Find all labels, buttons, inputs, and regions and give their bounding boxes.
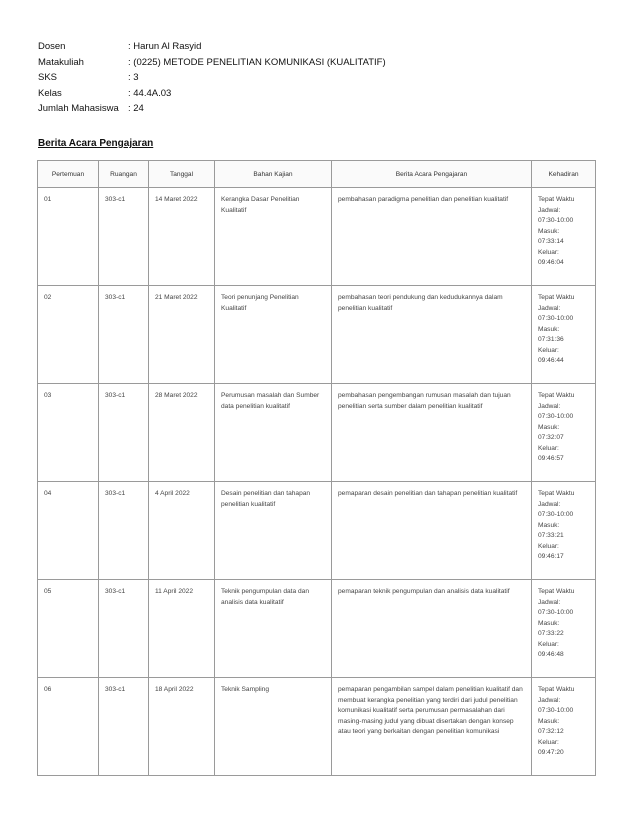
table-row [38,678,596,776]
kehadiran-status: Tepat Waktu [538,588,575,595]
kehadiran-jadwal-label: Jadwal: [538,304,561,312]
kehadiran-masuk: 07:33:22 [538,630,564,637]
info-value: : 3 [128,72,139,84]
cell-kehadiran [532,580,596,678]
cell-ruangan: 303-c1 [99,580,149,678]
info-label: Dosen [38,41,66,52]
cell-pertemuan: 06 [38,678,99,776]
kehadiran-keluar: 09:46:57 [538,455,564,462]
cell-pertemuan: 01 [38,188,99,286]
info-label: Jumlah Mahasiswa [38,103,119,115]
cell-bahan-kajian: Kerangka Dasar Penelitian Kualitatif [215,188,332,286]
info-label: Matakuliah [38,56,84,68]
kehadiran-jadwal: 07:30-10:00 [538,609,574,616]
cell-kehadiran [532,482,596,580]
kehadiran-masuk-label: Masuk: [538,227,560,235]
cell-bahan-kajian: Teori penunjang Penelitian Kualitatif [215,286,332,384]
table-row [38,580,596,678]
cell-ruangan: 303-c1 [99,384,149,482]
cell-berita-acara: pemaparan pengambilan sampel dalam penelitian kualitatif dan membuat kerangka penelitian yang terdiri dari judul penelitian komunikasi kualitatif serta perumusan permasalahan dari masing-masing judul yang dibuat disertakan dengan konsep atau teori yang berkaitan dengan penelitian komunikasi [332,678,532,776]
column-header-ruangan: Ruangan [99,161,149,188]
table-header-row [38,161,596,188]
kehadiran-masuk-label: Masuk: [538,619,560,627]
info-row-sks [38,70,386,86]
cell-tanggal: 4 April 2022 [149,482,215,580]
info-row-matakuliah [38,55,386,71]
cell-tanggal: 28 Maret 2022 [149,384,215,482]
kehadiran-masuk: 07:32:07 [538,434,564,441]
kehadiran-masuk-label: Masuk: [538,717,560,725]
cell-berita-acara: pemaparan desain penelitian dan tahapan penelitian kualitatif [332,482,532,580]
cell-bahan-kajian: Perumusan masalah dan Sumber data penelitian kualitatif [215,384,332,482]
section-title: Berita Acara Pengajaran [38,138,154,149]
cell-kehadiran [532,188,596,286]
cell-berita-acara: pemaparan teknik pengumpulan dan analisis data kualitatif [332,580,532,678]
cell-ruangan: 303-c1 [99,678,149,776]
kehadiran-keluar: 09:46:44 [538,357,564,364]
kehadiran-status: Tepat Waktu [538,196,575,203]
cell-ruangan: 303-c1 [99,286,149,384]
info-label: Kelas [38,87,62,99]
info-row-kelas [38,86,386,102]
kehadiran-keluar-label: Keluar: [538,640,559,648]
cell-tanggal: 11 April 2022 [149,580,215,678]
cell-tanggal: 18 April 2022 [149,678,215,776]
kehadiran-keluar-label: Keluar: [538,346,559,354]
table-row [38,384,596,482]
kehadiran-masuk-label: Masuk: [538,325,560,333]
kehadiran-masuk: 07:33:21 [538,532,564,539]
kehadiran-jadwal-label: Jadwal: [538,500,561,508]
table-row [38,188,596,286]
kehadiran-keluar: 09:47:20 [538,749,564,756]
cell-ruangan: 303-c1 [99,482,149,580]
kehadiran-jadwal: 07:30-10:00 [538,413,574,420]
kehadiran-keluar-label: Keluar: [538,248,559,256]
kehadiran-masuk: 07:33:14 [538,238,564,245]
kehadiran-keluar: 09:46:17 [538,553,564,560]
kehadiran-jadwal: 07:30-10:00 [538,315,574,322]
cell-kehadiran [532,678,596,776]
kehadiran-jadwal: 07:30-10:00 [538,217,574,224]
kehadiran-keluar: 09:46:04 [538,259,564,266]
column-header-berita-acara: Berita Acara Pengajaran [332,161,532,188]
cell-pertemuan: 05 [38,580,99,678]
cell-tanggal: 21 Maret 2022 [149,286,215,384]
column-header-tanggal: Tanggal [149,161,215,188]
kehadiran-jadwal: 07:30-10:00 [538,511,574,518]
kehadiran-masuk-label: Masuk: [538,521,560,529]
cell-bahan-kajian: Desain penelitian dan tahapan penelitian kualitatif [215,482,332,580]
cell-ruangan: 303-c1 [99,188,149,286]
kehadiran-jadwal-label: Jadwal: [538,206,561,214]
info-row-dosen [38,39,386,55]
kehadiran-status: Tepat Waktu [538,392,575,399]
kehadiran-masuk: 07:32:12 [538,728,564,735]
kehadiran-masuk-label: Masuk: [538,423,560,431]
cell-bahan-kajian: Teknik pengumpulan data dan analisis data kualitatif [215,580,332,678]
kehadiran-keluar-label: Keluar: [538,444,559,452]
course-info [38,39,386,117]
cell-berita-acara: pembahasan pengembangan rumusan masalah dan tujuan penelitian serta sumber dalam penelitian kualitatif [332,384,532,482]
cell-berita-acara: pembahasan paradigma penelitian dan penelitian kualitatif [332,188,532,286]
cell-tanggal: 14 Maret 2022 [149,188,215,286]
table-row [38,286,596,384]
info-label: SKS [38,72,58,84]
kehadiran-status: Tepat Waktu [538,686,575,693]
kehadiran-jadwal-label: Jadwal: [538,402,561,410]
kehadiran-status: Tepat Waktu [538,294,575,301]
table-row [38,482,596,580]
cell-kehadiran [532,384,596,482]
cell-pertemuan: 03 [38,384,99,482]
cell-pertemuan: 04 [38,482,99,580]
kehadiran-status: Tepat Waktu [538,490,575,497]
info-value: : 24 [128,103,144,115]
column-header-pertemuan: Pertemuan [38,161,99,188]
attendance-table [37,160,596,776]
kehadiran-keluar: 09:46:48 [538,651,564,658]
kehadiran-masuk: 07:31:36 [538,336,564,343]
column-header-bahan-kajian: Bahan Kajian [215,161,332,188]
info-value: : (0225) METODE PENELITIAN KOMUNIKASI (KUALITATIF) [128,56,386,68]
info-row-jumlah [38,101,386,117]
cell-kehadiran [532,286,596,384]
cell-bahan-kajian: Teknik Sampling [215,678,332,776]
kehadiran-jadwal: 07:30-10:00 [538,707,574,714]
kehadiran-jadwal-label: Jadwal: [538,598,561,606]
kehadiran-jadwal-label: Jadwal: [538,696,561,704]
column-header-kehadiran: Kehadiran [532,161,596,188]
kehadiran-keluar-label: Keluar: [538,738,559,746]
info-value: : 44.4A.03 [128,87,172,99]
info-value: : Harun Al Rasyid [128,41,202,52]
cell-pertemuan: 02 [38,286,99,384]
kehadiran-keluar-label: Keluar: [538,542,559,550]
cell-berita-acara: pembahasan teori pendukung dan kedudukannya dalam penelitian kualitatif [332,286,532,384]
